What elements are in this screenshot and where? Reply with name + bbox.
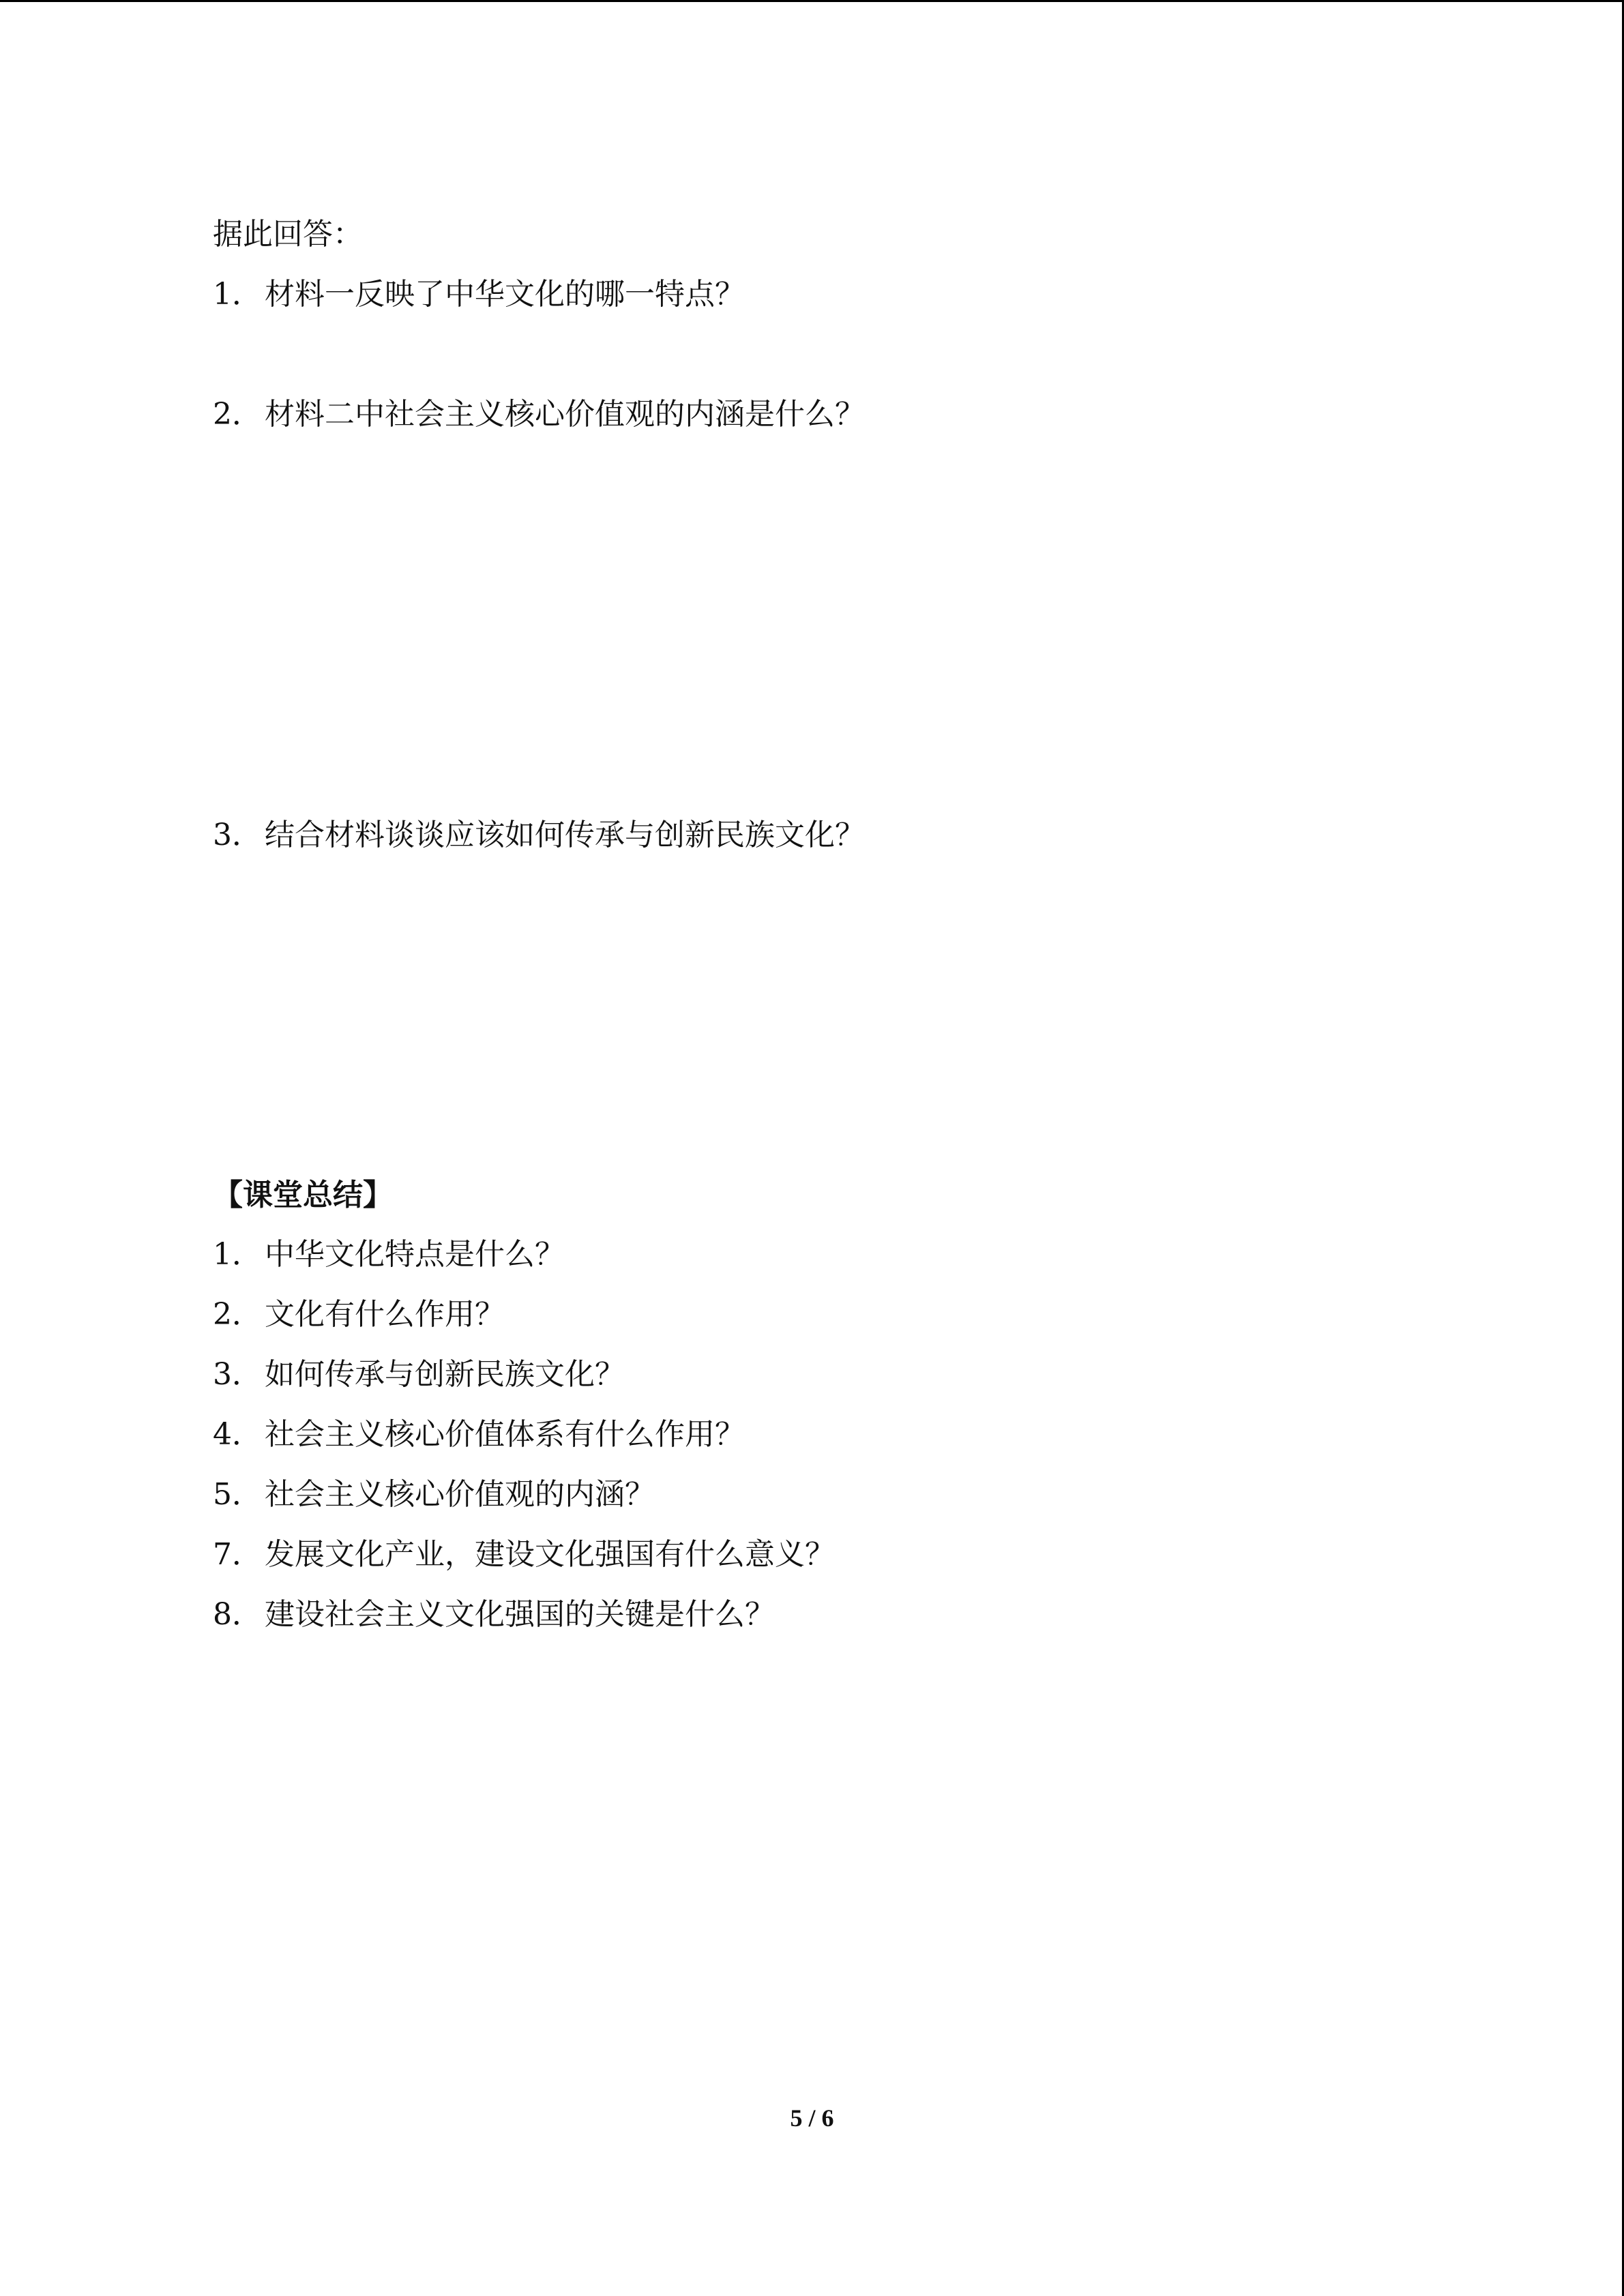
summary-item (213, 1296, 505, 1334)
summary-item (213, 1596, 775, 1634)
question-text: 材料一反映了中华文化的哪一特点？ (265, 277, 745, 312)
page-number: 5 / 6 (790, 2104, 834, 2132)
summary-item-text: 发展文化产业，建设文化强国有什么意义？ (265, 1537, 835, 1572)
summary-item-number: 4． (213, 1417, 262, 1452)
question-number: 3． (213, 818, 262, 852)
question-text: 材料二中社会主义核心价值观的内涵是什么？ (265, 397, 865, 432)
summary-item-number: 8． (213, 1597, 262, 1632)
summary-item-text: 建设社会主义文化强国的关键是什么？ (265, 1597, 775, 1632)
top-border-line (0, 0, 1624, 2)
summary-item-number: 1． (213, 1237, 262, 1272)
question-1 (213, 275, 745, 314)
summary-item-text: 社会主义核心价值体系有什么作用？ (265, 1417, 745, 1452)
summary-item-text: 如何传承与创新民族文化？ (265, 1357, 625, 1392)
summary-item-text: 社会主义核心价值观的内涵？ (265, 1477, 655, 1512)
summary-item (213, 1476, 655, 1514)
question-number: 2． (213, 397, 262, 432)
summary-item-number: 5． (213, 1477, 262, 1512)
question-text: 结合材料谈谈应该如何传承与创新民族文化？ (265, 818, 865, 852)
question-3 (213, 816, 865, 854)
summary-item-number: 7． (213, 1537, 262, 1572)
summary-item (213, 1236, 565, 1274)
summary-item (213, 1536, 835, 1574)
summary-heading: 【课堂总结】 (213, 1178, 393, 1212)
summary-item-text: 文化有什么作用？ (265, 1297, 505, 1332)
question-number: 1． (213, 277, 262, 312)
summary-item-number: 2． (213, 1297, 262, 1332)
summary-item-text: 中华文化特点是什么？ (265, 1237, 565, 1272)
question-2 (213, 396, 865, 434)
summary-item (213, 1416, 745, 1454)
summary-item-number: 3． (213, 1357, 262, 1392)
summary-item (213, 1356, 625, 1394)
intro-text: 据此回答： (213, 217, 363, 252)
